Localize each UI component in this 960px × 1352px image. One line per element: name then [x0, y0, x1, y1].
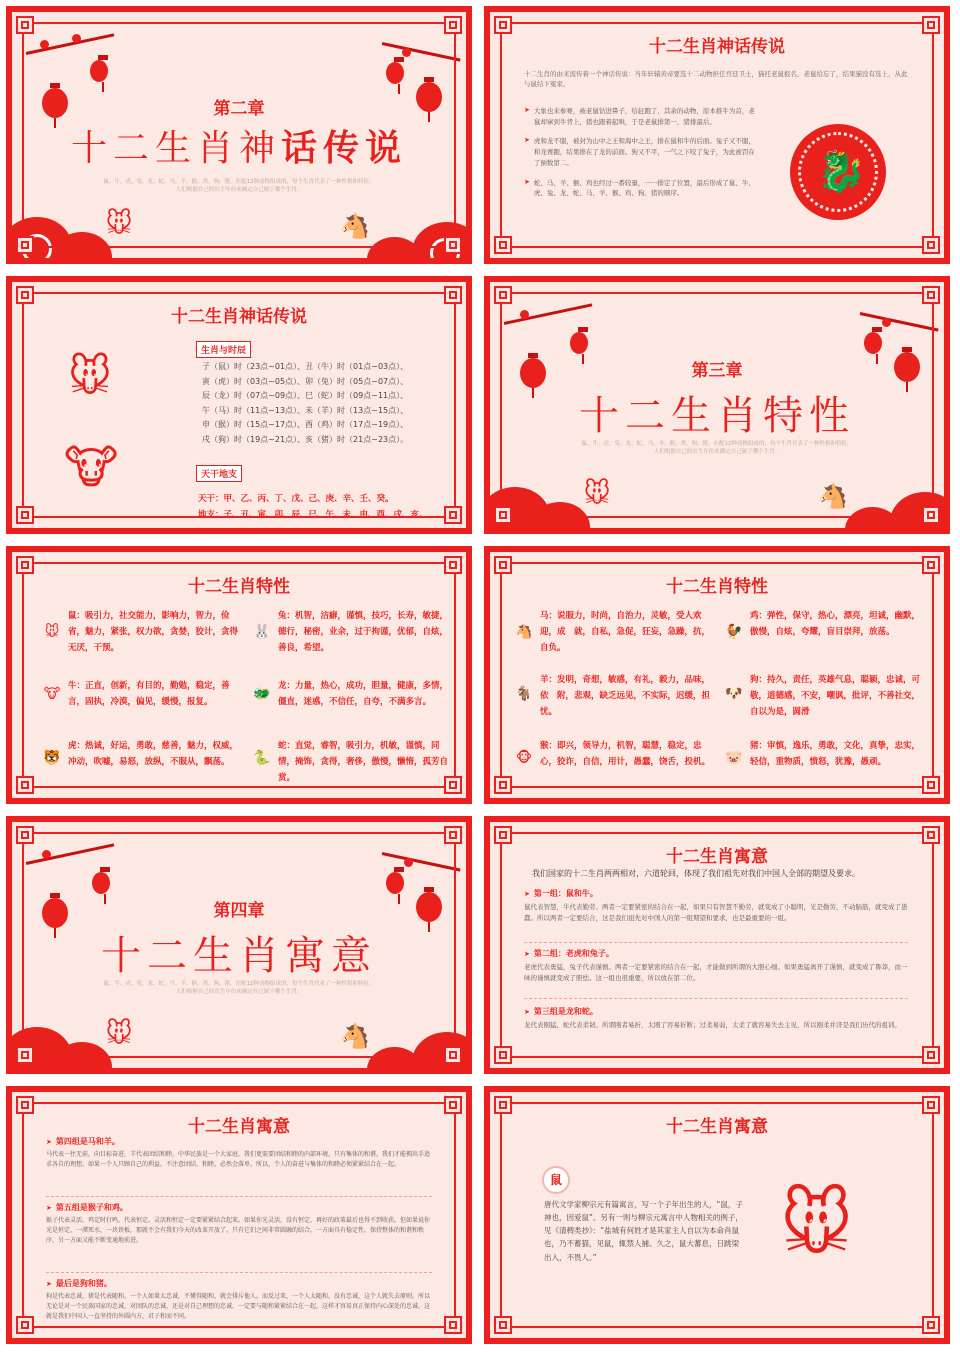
plum-branch — [504, 303, 593, 325]
corner-ornament — [494, 556, 512, 574]
chapter-title: 十二生肖寓意 — [101, 933, 377, 979]
divider — [524, 998, 908, 999]
corner-ornament — [444, 776, 462, 794]
group-text: 老虎代表勇猛，兔子代表谨慎。两者一定要紧密的结合在一起，才能做到所谓的大胆心细。如果勇猛离开了谨慎，就变成了鲁莽，而一味的谨慎就变成了胆怯。这一组也很重要，所以放在第二位。 — [524, 963, 908, 982]
group-heading — [524, 888, 908, 899]
corner-ornament — [16, 1096, 34, 1114]
mouse-papercut-icon: 🐭 — [105, 209, 133, 239]
group-heading — [46, 1202, 432, 1213]
hours-row: 申（猴）时（15点~17点）、酉（鸡）时（17点~19点）、 — [202, 420, 409, 429]
trait-tiger: 虎：热诚，好运，勇敢，慈善，魅力，权威，冲动，吹嘘，易怒，放纵，不服从，飘荡。 — [68, 741, 239, 768]
lantern-icon — [864, 332, 882, 354]
group-block — [524, 888, 908, 923]
plum-blossom-icon — [520, 310, 529, 319]
plum-branch — [26, 843, 115, 865]
mouse-papercut-icon: 🐭 — [68, 352, 112, 401]
trait-goat: 羊：发明，奇想，敏感，有礼，毅力，品味，依 附，悲观，缺乏远见，不实际，迟缓，担忧。 — [540, 675, 711, 718]
corner-ornament — [494, 236, 512, 254]
group-heading-text: 最后是狗和猪。 — [55, 1279, 112, 1288]
slide-meaning-2[interactable] — [6, 1086, 472, 1344]
group-heading-text: 第一组：鼠和牛。 — [533, 889, 598, 898]
rooster-icon: 🐓 — [725, 624, 743, 640]
tag-wrapper — [196, 462, 242, 482]
bullet-arrow-icon: ➤ — [524, 106, 530, 114]
group-block — [46, 1278, 432, 1322]
corner-ornament — [494, 506, 512, 524]
corner-ornament — [922, 1046, 940, 1064]
horse-papercut-icon: 🐴 — [818, 482, 848, 510]
group-block — [46, 1136, 432, 1170]
corner-ornament — [494, 286, 512, 304]
group-block — [524, 948, 908, 983]
dog-icon: 🐶 — [725, 686, 743, 702]
plum-branch — [26, 33, 115, 55]
plum-blossom-icon — [42, 850, 51, 859]
slide-traits-1[interactable] — [6, 546, 472, 804]
corner-ornament — [16, 556, 34, 574]
group-block — [46, 1202, 432, 1246]
group-heading-text: 第五组是猴子和鸡。 — [55, 1203, 128, 1212]
trait-rabbit: 兔：机智，洁癖，谨慎，技巧，长寿，敏捷，德行，秘密，业余，过于拘谨，优郁，自炫，善良，希望。 — [278, 611, 449, 654]
divider — [524, 942, 908, 943]
chapter-title: 十二生肖特性 — [579, 393, 855, 439]
slide-chapter-3[interactable] — [484, 276, 950, 534]
corner-ornament — [444, 236, 462, 254]
corner-ornament — [16, 16, 34, 34]
legend-bullet — [524, 178, 760, 199]
slide-meaning-rat[interactable] — [484, 1086, 950, 1344]
slide-title: 十二生肖寓意 — [666, 847, 768, 867]
hours-row: 午（马）时（11点~13点）、未（羊）时（13点~15点）、 — [202, 405, 409, 415]
bullet-arrow-icon: ➤ — [46, 1138, 52, 1146]
corner-ornament — [494, 1046, 512, 1064]
corner-ornament — [494, 1316, 512, 1334]
bullet-arrow-icon: ➤ — [46, 1280, 52, 1288]
group-text: 狗是代表忠诚，猪是代表随和。一个人如果太忠诚，不懂得随和，就会排斥他人。而反过来，一个人太随和，没有忠诚，这个人就失去原则。所以无论是对一个民族国家的忠诚，对团队的忠诚，还是对自己理想的忠诚，一定要与随和紧紧结合在一起，这样才容易真正保持内心深处的忠诚。这就是我们中国人一直坚持的外圆内方，君子和而不同。 — [46, 1293, 431, 1320]
legend-bullet-text: 大象也来参赛，被老鼠钻进鼻子，给赶跑了，其余的动物，原本推牛为首，老鼠却窜到牛背上，猪也跟着起哄，于是老鼠排第一，猪排最后。 — [533, 107, 755, 126]
dragon-glyph-icon: 🐉 — [816, 149, 866, 195]
plum-blossom-icon — [40, 40, 49, 49]
slide-title: 十二生肖神话传说 — [171, 307, 307, 327]
hours-row: 子（鼠）时（23点~01点）、丑（牛）时（01点~03点）、 — [202, 362, 409, 371]
bullet-arrow-icon: ➤ — [524, 1008, 530, 1016]
group-heading — [524, 948, 908, 959]
hours-row: 辰（龙）时（07点~09点）、巳（蛇）时（09点~11点）、 — [202, 391, 409, 400]
legend-bullet-text: 蛇、马、羊、猴、鸡也经过一番较量，一一排定了位置，最后形成了鼠、牛、虎、兔、龙、蛇、马、羊、猴、鸡、狗、猪的顺序。 — [533, 178, 755, 198]
tiangan-line: 天干：甲、乙、丙、丁、戊、己、庚、辛、壬、癸。 — [198, 494, 394, 504]
corner-ornament — [16, 1316, 34, 1334]
corner-ornament — [444, 286, 462, 304]
trait-ox: 牛：正直，创新，有目的，勤勉，稳定，善言，固执，冷漠，偏见，缓慢，报复。 — [68, 681, 230, 708]
lantern-icon — [570, 332, 588, 354]
lantern-icon — [386, 872, 404, 894]
slide-legend-2[interactable] — [6, 276, 472, 534]
corner-ornament — [16, 236, 34, 254]
meaning-intro: 我们国家的十二生肖两两相对，六道轮回，体现了我们祖先对我们中国人全部的期望及要求。 — [532, 869, 860, 878]
bullet-arrow-icon: ➤ — [46, 1204, 52, 1212]
chapter-label: 第三章 — [691, 361, 743, 381]
legend-bullet — [524, 136, 760, 168]
group-text: 鼠代表智慧，牛代表勤劳。两者一定要紧密的结合在一起，如果只有智慧不勤劳，就变成了小聪明，光是勤劳，不动脑筋，就变成了愚蠢。所以两者一定要结合，这是我们祖先对中国人的第一组期望和要求，也是最重要的一组。 — [524, 903, 908, 922]
pig-icon: 🐷 — [725, 750, 743, 766]
rat-badge — [542, 1166, 570, 1194]
corner-ornament — [922, 286, 940, 304]
plum-blossom-icon — [404, 858, 413, 867]
slide-title: 十二生肖特性 — [188, 577, 290, 597]
corner-ornament — [494, 16, 512, 34]
horse-papercut-icon: 🐴 — [340, 212, 370, 240]
tag-stems-branches: 天干地支 — [196, 465, 242, 482]
plum-blossom-icon — [72, 34, 81, 43]
trait-pig: 猪：审慎，逸乐，勇敢，文化，真挚，忠实，轻信，重物质，愤怒，犹豫，愚顽。 — [750, 741, 921, 768]
chapter-label: 第二章 — [213, 99, 265, 119]
slide-title: 十二生肖特性 — [666, 577, 768, 597]
horse-papercut-icon: 🐴 — [340, 1022, 370, 1050]
rat-badge-text: 鼠 — [549, 1173, 562, 1187]
rat-icon: 🐭 — [44, 624, 60, 640]
corner-ornament — [444, 1316, 462, 1334]
corner-ornament — [16, 506, 34, 524]
lantern-icon — [386, 62, 404, 84]
corner-ornament — [494, 1096, 512, 1114]
corner-ornament — [922, 776, 940, 794]
trait-snake: 蛇：直觉，睿智，吸引力，机敏，谨慎，同情，掩饰，贪得，奢侈，傲慢，懒惰，孤芳自赏。 — [278, 741, 449, 784]
corner-ornament — [444, 16, 462, 34]
group-heading — [46, 1136, 432, 1147]
corner-ornament — [922, 236, 940, 254]
group-block — [524, 1006, 908, 1031]
group-text: 龙代表刚猛，蛇代表柔韧。所谓刚者易折，太刚了容易折断；过柔易弱，太柔了就容易失去主见，所以刚柔并济是我们历代的祖训。 — [524, 1021, 901, 1029]
corner-ornament — [922, 556, 940, 574]
bullet-arrow-icon: ➤ — [524, 177, 530, 186]
chapter-subtitle: 鼠、牛、虎、兔、龙、蛇、马、羊、猴、鸡、狗、猪，在配12种动物组成的，每个生肖代表了一种性格和特征，人们根据自己的出生年份来确定自己属于哪个生肖。 — [103, 981, 375, 996]
slide-title: 十二生肖寓意 — [666, 1117, 768, 1137]
corner-ornament — [444, 506, 462, 524]
chapter-title-bold: 话传说 — [281, 128, 408, 169]
chapter-subtitle: 鼠、牛、虎、兔、龙、蛇、马、羊、猴、鸡、狗、猪，在配12种动物组成的，每个生肖代表了一种性格和特征，人们根据自己的出生年份来确定自己属于哪个生肖。 — [103, 179, 375, 194]
horse-icon: 🐴 — [515, 624, 533, 640]
slide-chapter-4[interactable] — [6, 816, 472, 1074]
snake-icon: 🐍 — [253, 750, 271, 766]
slide-legend-1[interactable] — [484, 6, 950, 264]
legend-bullet — [524, 106, 760, 127]
group-heading-text: 第三组是龙和蛇。 — [533, 1007, 598, 1016]
bullet-arrow-icon: ➤ — [524, 950, 530, 958]
monkey-icon: 🐵 — [515, 750, 533, 766]
trait-rat: 鼠：吸引力，社交能力，影响力，智力，俭省，魅力，紧张，权力欲，贪婪，狡计，贪得无厌，干预。 — [68, 611, 239, 654]
goat-icon: 🐐 — [515, 686, 533, 702]
rat-papercut-icon: 🐭 — [780, 1183, 854, 1265]
group-text: 马代表一往无前，向目标奋进，羊代表团结和睦。中华民族是一个大家庭，我们更需要团结和睦的内部环境，只有集体的和谐，我们才能拥出手追求各自的理想。如果一个人只顾自己的利益，不注意团结、和睦，必然会落单。所以，个人的奋进与集体的和睦必须紧紧结合在一起。 — [46, 1151, 431, 1168]
corner-ornament — [16, 1046, 34, 1064]
corner-ornament — [922, 1316, 940, 1334]
plum-blossom-icon — [882, 318, 891, 327]
corner-ornament — [922, 506, 940, 524]
slide-traits-2[interactable] — [484, 546, 950, 804]
trait-rooster: 鸡：弹性，保守，热心，漂亮，坦诚，幽默，傲慢，自炫，夸耀，盲目崇拜，放荡。 — [750, 611, 921, 638]
ox-papercut-icon: 🐮 — [64, 440, 119, 494]
corner-ornament — [16, 776, 34, 794]
lantern-icon — [92, 872, 110, 894]
mouse-papercut-icon: 🐭 — [105, 1019, 133, 1049]
chapter-title-plain: 十二生肖神 — [70, 128, 281, 169]
legend-bullet-list — [524, 106, 760, 199]
bullet-arrow-icon: ➤ — [524, 890, 530, 898]
corner-ornament — [494, 776, 512, 794]
corner-ornament — [16, 826, 34, 844]
ox-icon: 🐮 — [43, 686, 61, 702]
hours-list — [202, 360, 452, 447]
plum-blossom-icon — [402, 48, 411, 57]
corner-ornament — [444, 556, 462, 574]
corner-ornament — [494, 826, 512, 844]
rat-story-text: 唐代文学家柳宗元有篇寓言，写一个子年出生的人，“鼠，子神也，因爱鼠”。另有一则与柳宗元寓言中人物相关的例子，见《清稗类抄》：“盐城有何姓才是其家主人自以为本命肖鼠也，乃不蓄猫，见鼠，辄禁人捕。久之，鼠大蕃息，日跳梁出入，不畏人。” — [544, 1200, 743, 1262]
slide-chapter-2[interactable] — [6, 6, 472, 264]
corner-ornament — [444, 826, 462, 844]
group-heading-text: 第四组是马和羊。 — [55, 1137, 120, 1146]
divider — [46, 1272, 432, 1273]
corner-ornament — [16, 286, 34, 304]
divider — [46, 1196, 432, 1197]
legend-bullet-text: 虎和龙不服，被封为山中之王和海中之王，排在鼠和牛的后面。兔子又不服，和龙赛跑，结果排在了龙的前面。狗又不平，一气之下咬了兔子，为此被罚在了倒数第二。 — [533, 137, 755, 167]
bullet-arrow-icon: ➤ — [524, 136, 530, 145]
group-heading — [524, 1006, 908, 1017]
chapter-subtitle: 鼠、牛、虎、兔、龙、蛇、马、羊、猴、鸡、狗、猪，在配12种动物组成的，每个生肖代表了一种性格和特征，人们根据自己的出生年份来确定自己属于哪个生肖。 — [581, 441, 853, 456]
group-heading — [46, 1278, 432, 1289]
tag-zodiac-hours: 生肖与时辰 — [196, 341, 251, 358]
dragon-icon: 🐲 — [253, 686, 271, 702]
rabbit-icon: 🐰 — [253, 624, 271, 640]
slide-meaning-1[interactable] — [484, 816, 950, 1074]
corner-ornament — [922, 16, 940, 34]
slide-title: 十二生肖神话传说 — [649, 37, 785, 57]
trait-dragon: 龙：力量，热心，成功，胆量，健康，多情，僵直，迷惑，不信任，自夸，不满多言。 — [278, 681, 449, 708]
tag-wrapper — [196, 338, 251, 358]
group-heading-text: 第二组：老虎和兔子。 — [533, 949, 614, 958]
mouse-papercut-icon: 🐭 — [583, 479, 611, 509]
slide-title: 十二生肖寓意 — [188, 1117, 290, 1137]
lantern-icon — [90, 60, 108, 82]
legend-intro: 十二生肖的由来流传着一个神话传说：当年轩辕黄帝要选十二动物担任宫廷卫士，猫托老鼠报名，老鼠给忘了，结果猫没有选上，从此与鼠结下冤家。 — [524, 70, 908, 88]
trait-horse: 马：说服力，时尚，自治力，灵敏，受人欢迎，成 就，自私，急促，狂妄，急躁，抗，自负。 — [540, 611, 711, 654]
chapter-title — [12, 120, 466, 171]
corner-ornament — [444, 1046, 462, 1064]
dizhi-line: 地支：子、丑、寅、卯、辰、巳、午、未、申、酉、戌、亥。 — [198, 510, 428, 520]
hours-row: 戌（狗）时（19点~21点）、亥（猪）时（21点~23点）。 — [202, 434, 409, 444]
trait-monkey: 猴：即兴，领导力，机智，聪慧，稳定，忠心，狡诈，自信，用计，愚蠢，饶舌，投机。 — [540, 741, 711, 768]
trait-dog: 狗：持久，责任，英雄气息，聪颖，忠诚，可敬，道德感，不安，嘲讽，批评，不善社交，自以为是，圆滑 — [750, 675, 921, 718]
corner-ornament — [922, 826, 940, 844]
corner-ornament — [922, 1096, 940, 1114]
group-text: 猴子代表灵活，鸡定时打鸣，代表恒定。灵活和恒定一定要紧紧结合起来。如果你光灵活，没有恒定，再好的政策最后也得不到收获。但如果说你光是恒定，一潭死水，一块铁板，那就不会有我们今天的改革开放了。只有它们之间非常圆融的结合，一方面具有稳定性，保持整体的和谐和秩序，另一方面又能不断变通地前进。 — [46, 1217, 431, 1244]
corner-ornament — [444, 1096, 462, 1114]
tiger-icon: 🐯 — [43, 750, 61, 766]
hours-row: 寅（虎）时（03点~05点）、卯（兔）时（05点~07点）、 — [202, 376, 409, 386]
chapter-label: 第四章 — [213, 901, 265, 921]
